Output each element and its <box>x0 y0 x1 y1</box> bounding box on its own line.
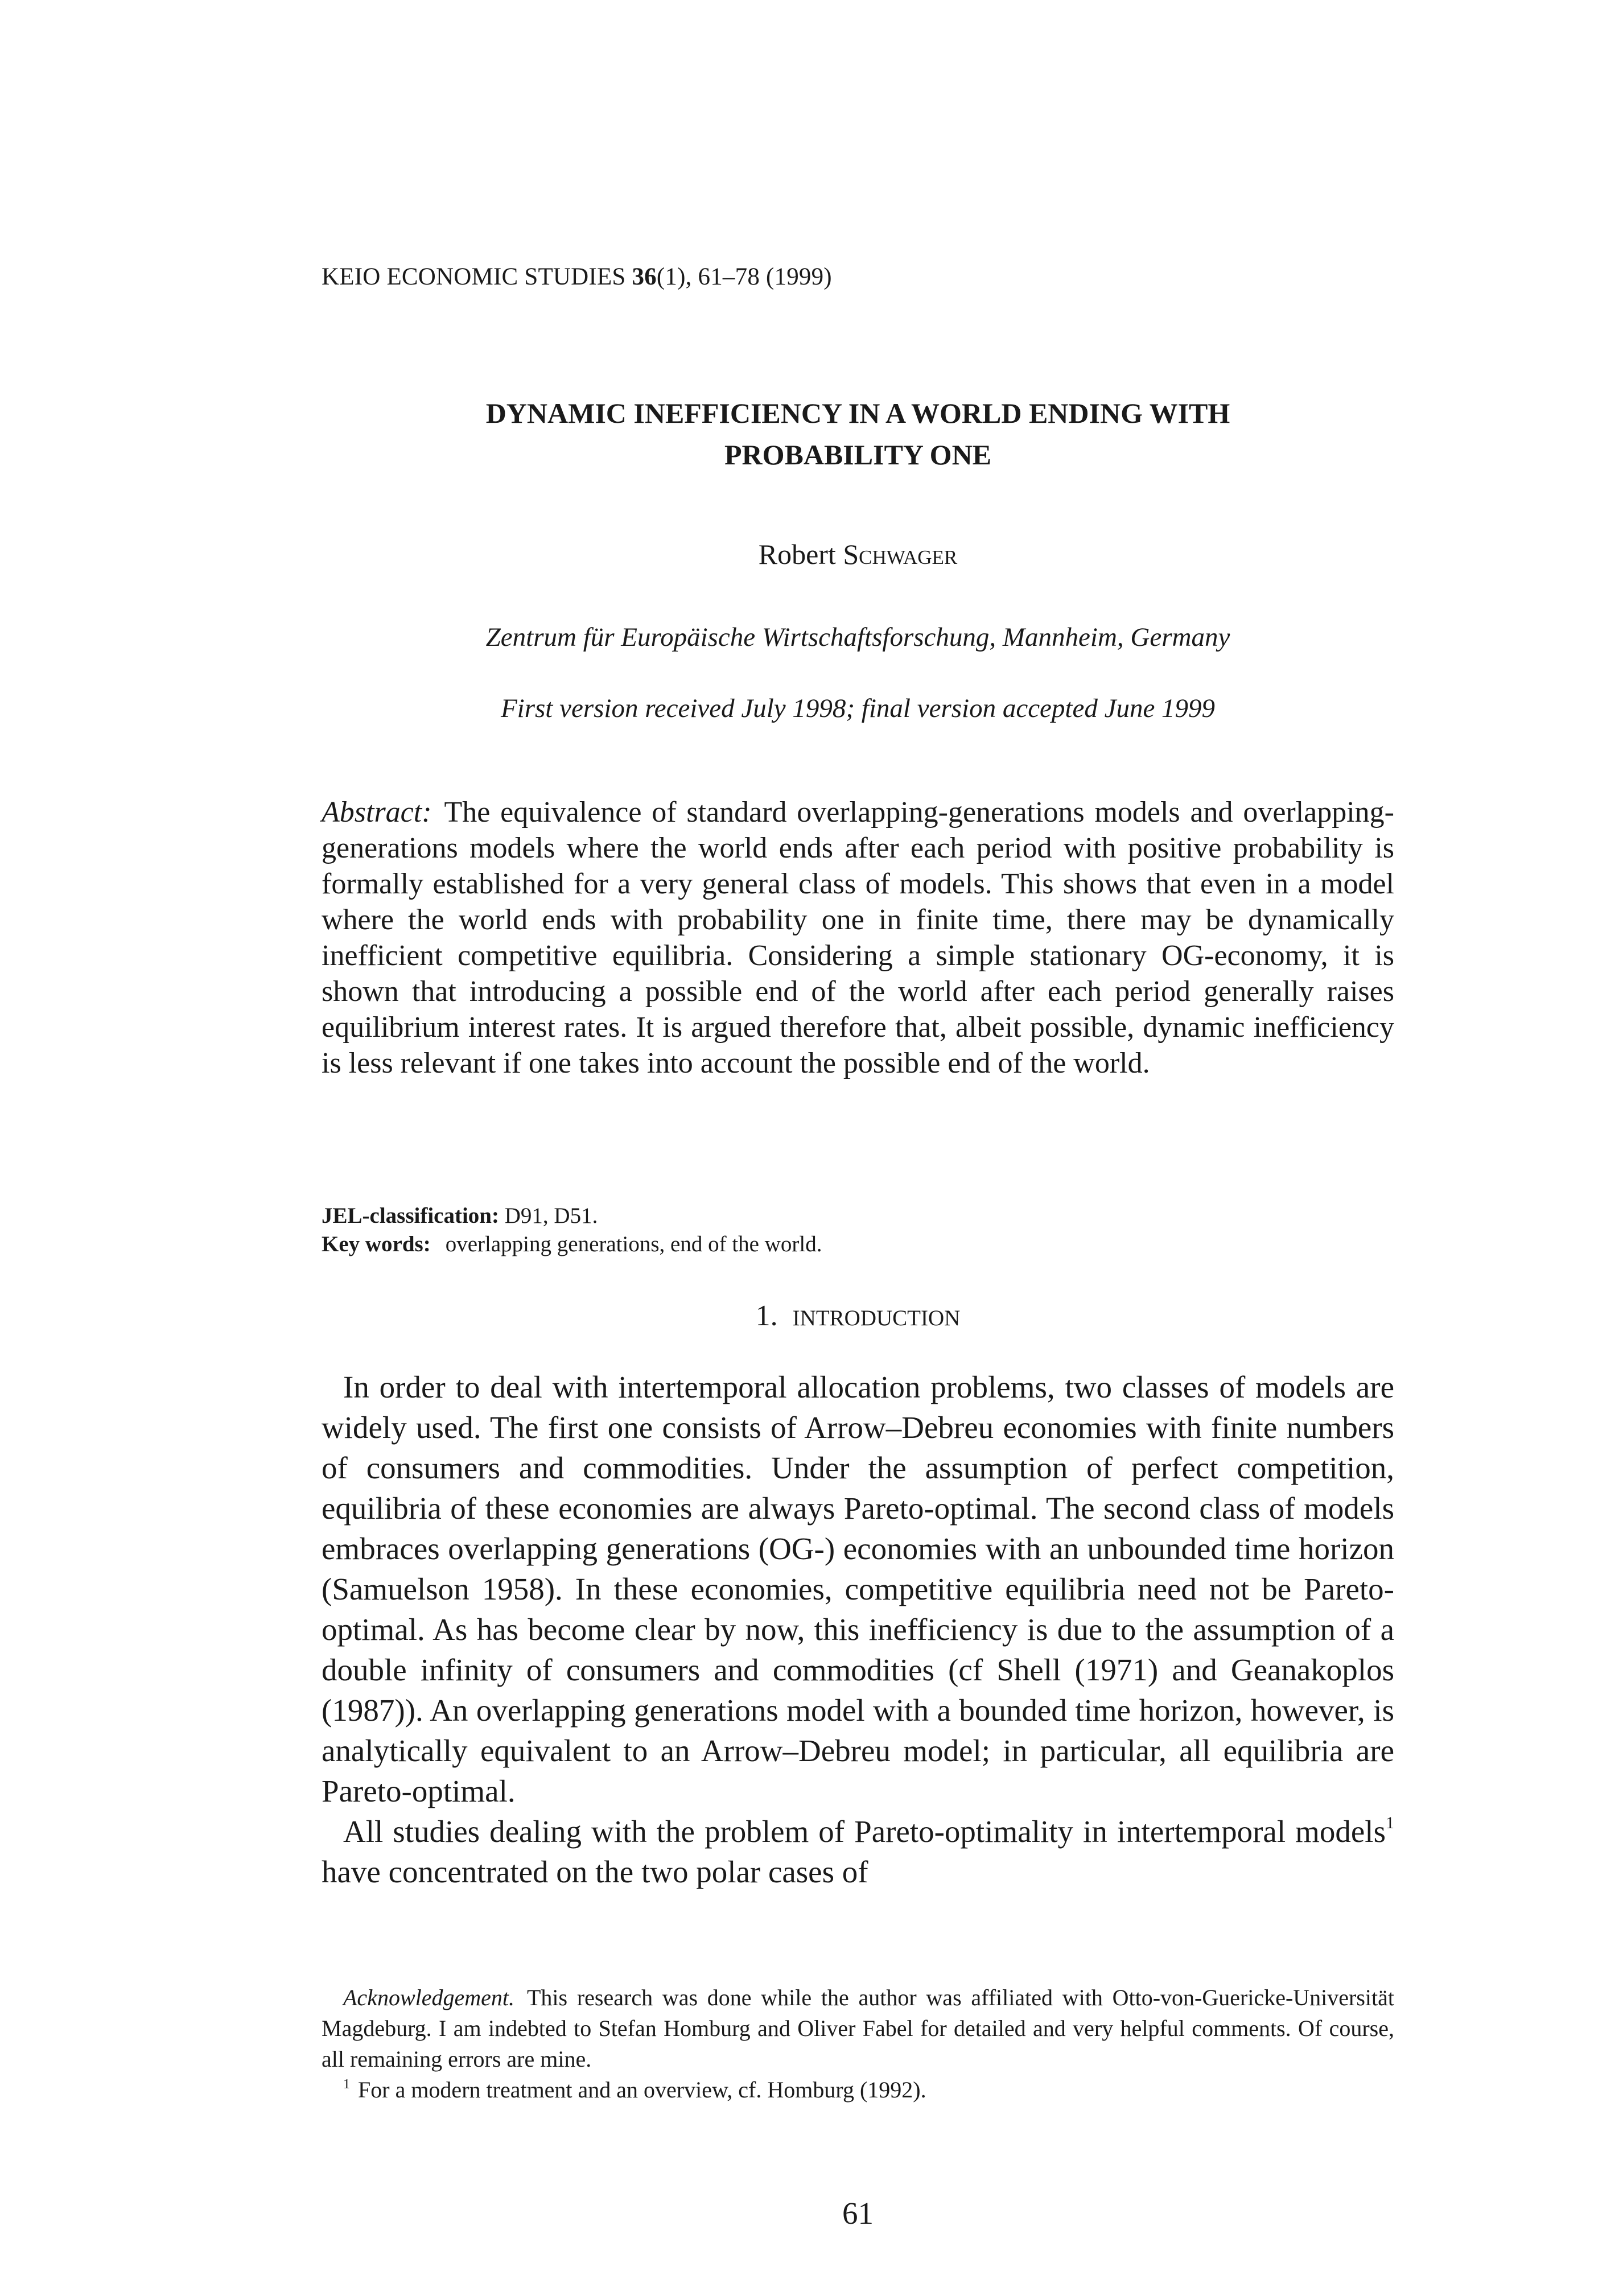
keywords-label: Key words: <box>322 1232 431 1256</box>
paper-title <box>322 393 1394 476</box>
abstract <box>322 794 1394 1081</box>
keywords-value: overlapping generations, end of the world. <box>445 1232 822 1256</box>
journal-name: KEIO ECONOMIC STUDIES <box>322 263 626 290</box>
footnotes <box>322 1982 1394 2105</box>
running-head <box>322 263 832 291</box>
jel-classification <box>322 1202 1394 1230</box>
intro-paragraph-1: In order to deal with intertemporal allocation problems, two classes of models are widely used. The first one consists of Arrow–Debreu economies with finite numbers of consumers and commodities. Under the assumption of perfect competition, equilibria of these economies are always Pareto-optimal. The second class of models embraces overlapping generations (OG-) economies with an unbounded time horizon (Samuelson 1958). In these economies, competitive equilibria need not be Pareto-optimal. As has become clear by now, this inefficiency is due to the assumption of a double infinity of consumers and commodities (cf Shell (1971) and Geanakoplos (1987)). An overlapping generations model with a bounded time horizon, however, is analytically equivalent to an Arrow–Debreu model; in particular, all equilibria are Pareto-optimal. <box>322 1370 1394 1808</box>
acknowledgement-label: Acknowledgement. <box>343 1985 514 2010</box>
journal-issue-pages-year: (1), 61–78 (1999) <box>656 263 832 290</box>
acknowledgement-footnote <box>322 1982 1394 2075</box>
section-title: INTRODUCTION <box>792 1306 961 1330</box>
section-heading <box>322 1299 1394 1333</box>
author-name <box>322 538 1394 571</box>
journal-volume: 36 <box>632 263 657 290</box>
abstract-label: Abstract: <box>322 796 432 828</box>
classification-block <box>322 1202 1394 1259</box>
footnote-1-text: For a modern treatment and an overview, cf. Homburg (1992). <box>358 2077 926 2103</box>
author-first-name: Robert <box>758 538 836 570</box>
introduction-body <box>322 1367 1394 1892</box>
author-last-name: Schwager <box>843 538 958 570</box>
jel-label: JEL-classification: <box>322 1203 499 1228</box>
jel-value: D91, D51. <box>504 1203 598 1228</box>
section-number: 1. <box>755 1300 778 1332</box>
title-line-2: PROBABILITY ONE <box>724 439 992 471</box>
footnote-1 <box>322 2075 1394 2105</box>
footnote-ref-1[interactable]: 1 <box>1386 1813 1394 1832</box>
title-line-1: DYNAMIC INEFFICIENCY IN A WORLD ENDING WITH <box>485 397 1230 429</box>
author-affiliation: Zentrum für Europäische Wirtschaftsforschung, Mannheim, Germany <box>485 623 1230 652</box>
page-number: 61 <box>842 2196 874 2231</box>
acknowledgement-text: This research was done while the author was affiliated with Otto-von-Guericke-Universität Magdeburg. I am indebted to Stefan Homburg and Oliver Fabel for detailed and very helpful comments. Of course, all remaining errors are mine. <box>322 1985 1394 2072</box>
submission-dates: First version received July 1998; final version accepted June 1999 <box>500 694 1216 723</box>
keywords <box>322 1230 1394 1259</box>
intro-paragraph-2: All studies dealing with the problem of Pareto-optimality in intertemporal models$^1$ have concentrated on the two polar cases of <box>322 1813 1394 1889</box>
abstract-text: The equivalence of standard overlapping-generations models and overlapping-generations models where the world ends after each period with positive probability is formally established for a very general class of models. This shows that even in a model where the world ends with probability one in finite time, there may be dynamically inefficient competitive equilibria. Considering a simple stationary OG-economy, it is shown that introducing a possible end of the world after each period generally raises equilibrium interest rates. It is argued therefore that, albeit possible, dynamic inefficiency is less relevant if one takes into account the possible end of the world. <box>322 796 1394 1079</box>
footnote-1-mark: 1 <box>343 2077 350 2092</box>
